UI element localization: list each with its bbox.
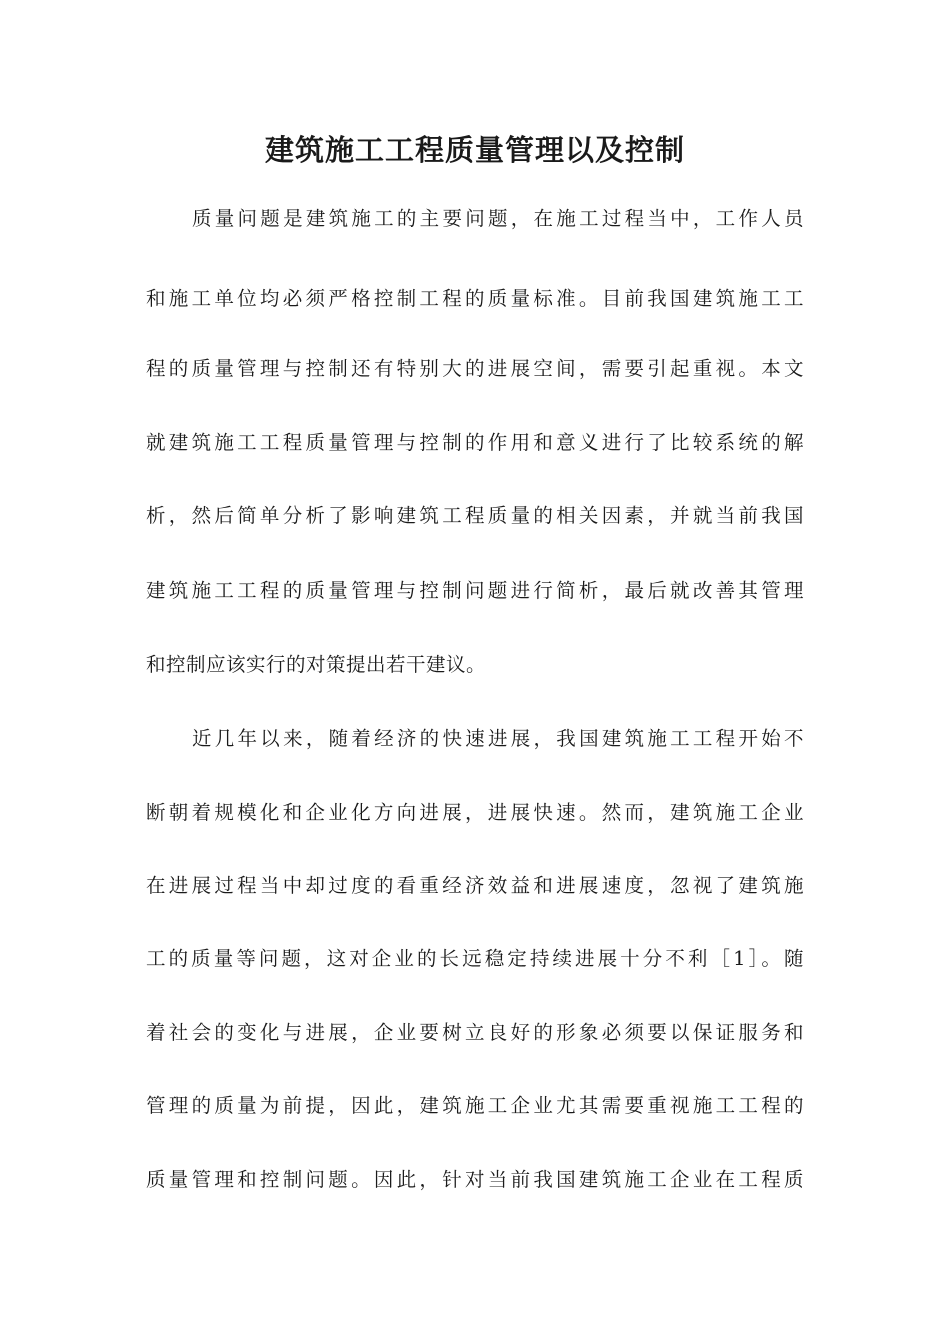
paragraph-1-line-1: 质量问题是建筑施工的主要问题，在施工过程当中，工作人员 (192, 207, 804, 230)
paragraph-1-line-5: 析，然后简单分析了影响建筑工程质量的相关因素，并就当前我国 (146, 504, 804, 527)
paragraph-1-line-2: 和施工单位均必须严格控制工程的质量标准。目前我国建筑施工工 (146, 287, 804, 310)
document-title: 建筑施工工程质量管理以及控制 (264, 133, 685, 167)
paragraph-2-line-6: 管理的质量为前提，因此，建筑施工企业尤其需要重视施工工程的 (146, 1094, 804, 1117)
paragraph-2-line-2: 断朝着规模化和企业化方向进展，进展快速。然而，建筑施工企业 (146, 801, 804, 824)
paragraph-1-line-3: 程的质量管理与控制还有特别大的进展空间，需要引起重视。本文 (146, 357, 804, 380)
paragraph-1-line-6: 建筑施工工程的质量管理与控制问题进行简析，最后就改善其管理 (146, 579, 804, 602)
paragraph-2-line-5: 着社会的变化与进展，企业要树立良好的形象必须要以保证服务和 (146, 1021, 804, 1044)
paragraph-2-line-7: 质量管理和控制问题。因此，针对当前我国建筑施工企业在工程质 (146, 1168, 804, 1191)
paragraph-2-line-4: 工的质量等问题，这对企业的长远稳定持续进展十分不利［1］。随 (146, 947, 804, 970)
paragraph-2-line-3: 在进展过程当中却过度的看重经济效益和进展速度，忽视了建筑施 (146, 874, 804, 897)
paragraph-2-line-1: 近几年以来，随着经济的快速进展，我国建筑施工工程开始不 (192, 727, 804, 750)
paragraph-1-line-4: 就建筑施工工程质量管理与控制的作用和意义进行了比较系统的解 (146, 431, 804, 454)
paragraph-1-line-7: 和控制应该实行的对策提出若干建议。 (146, 653, 487, 676)
